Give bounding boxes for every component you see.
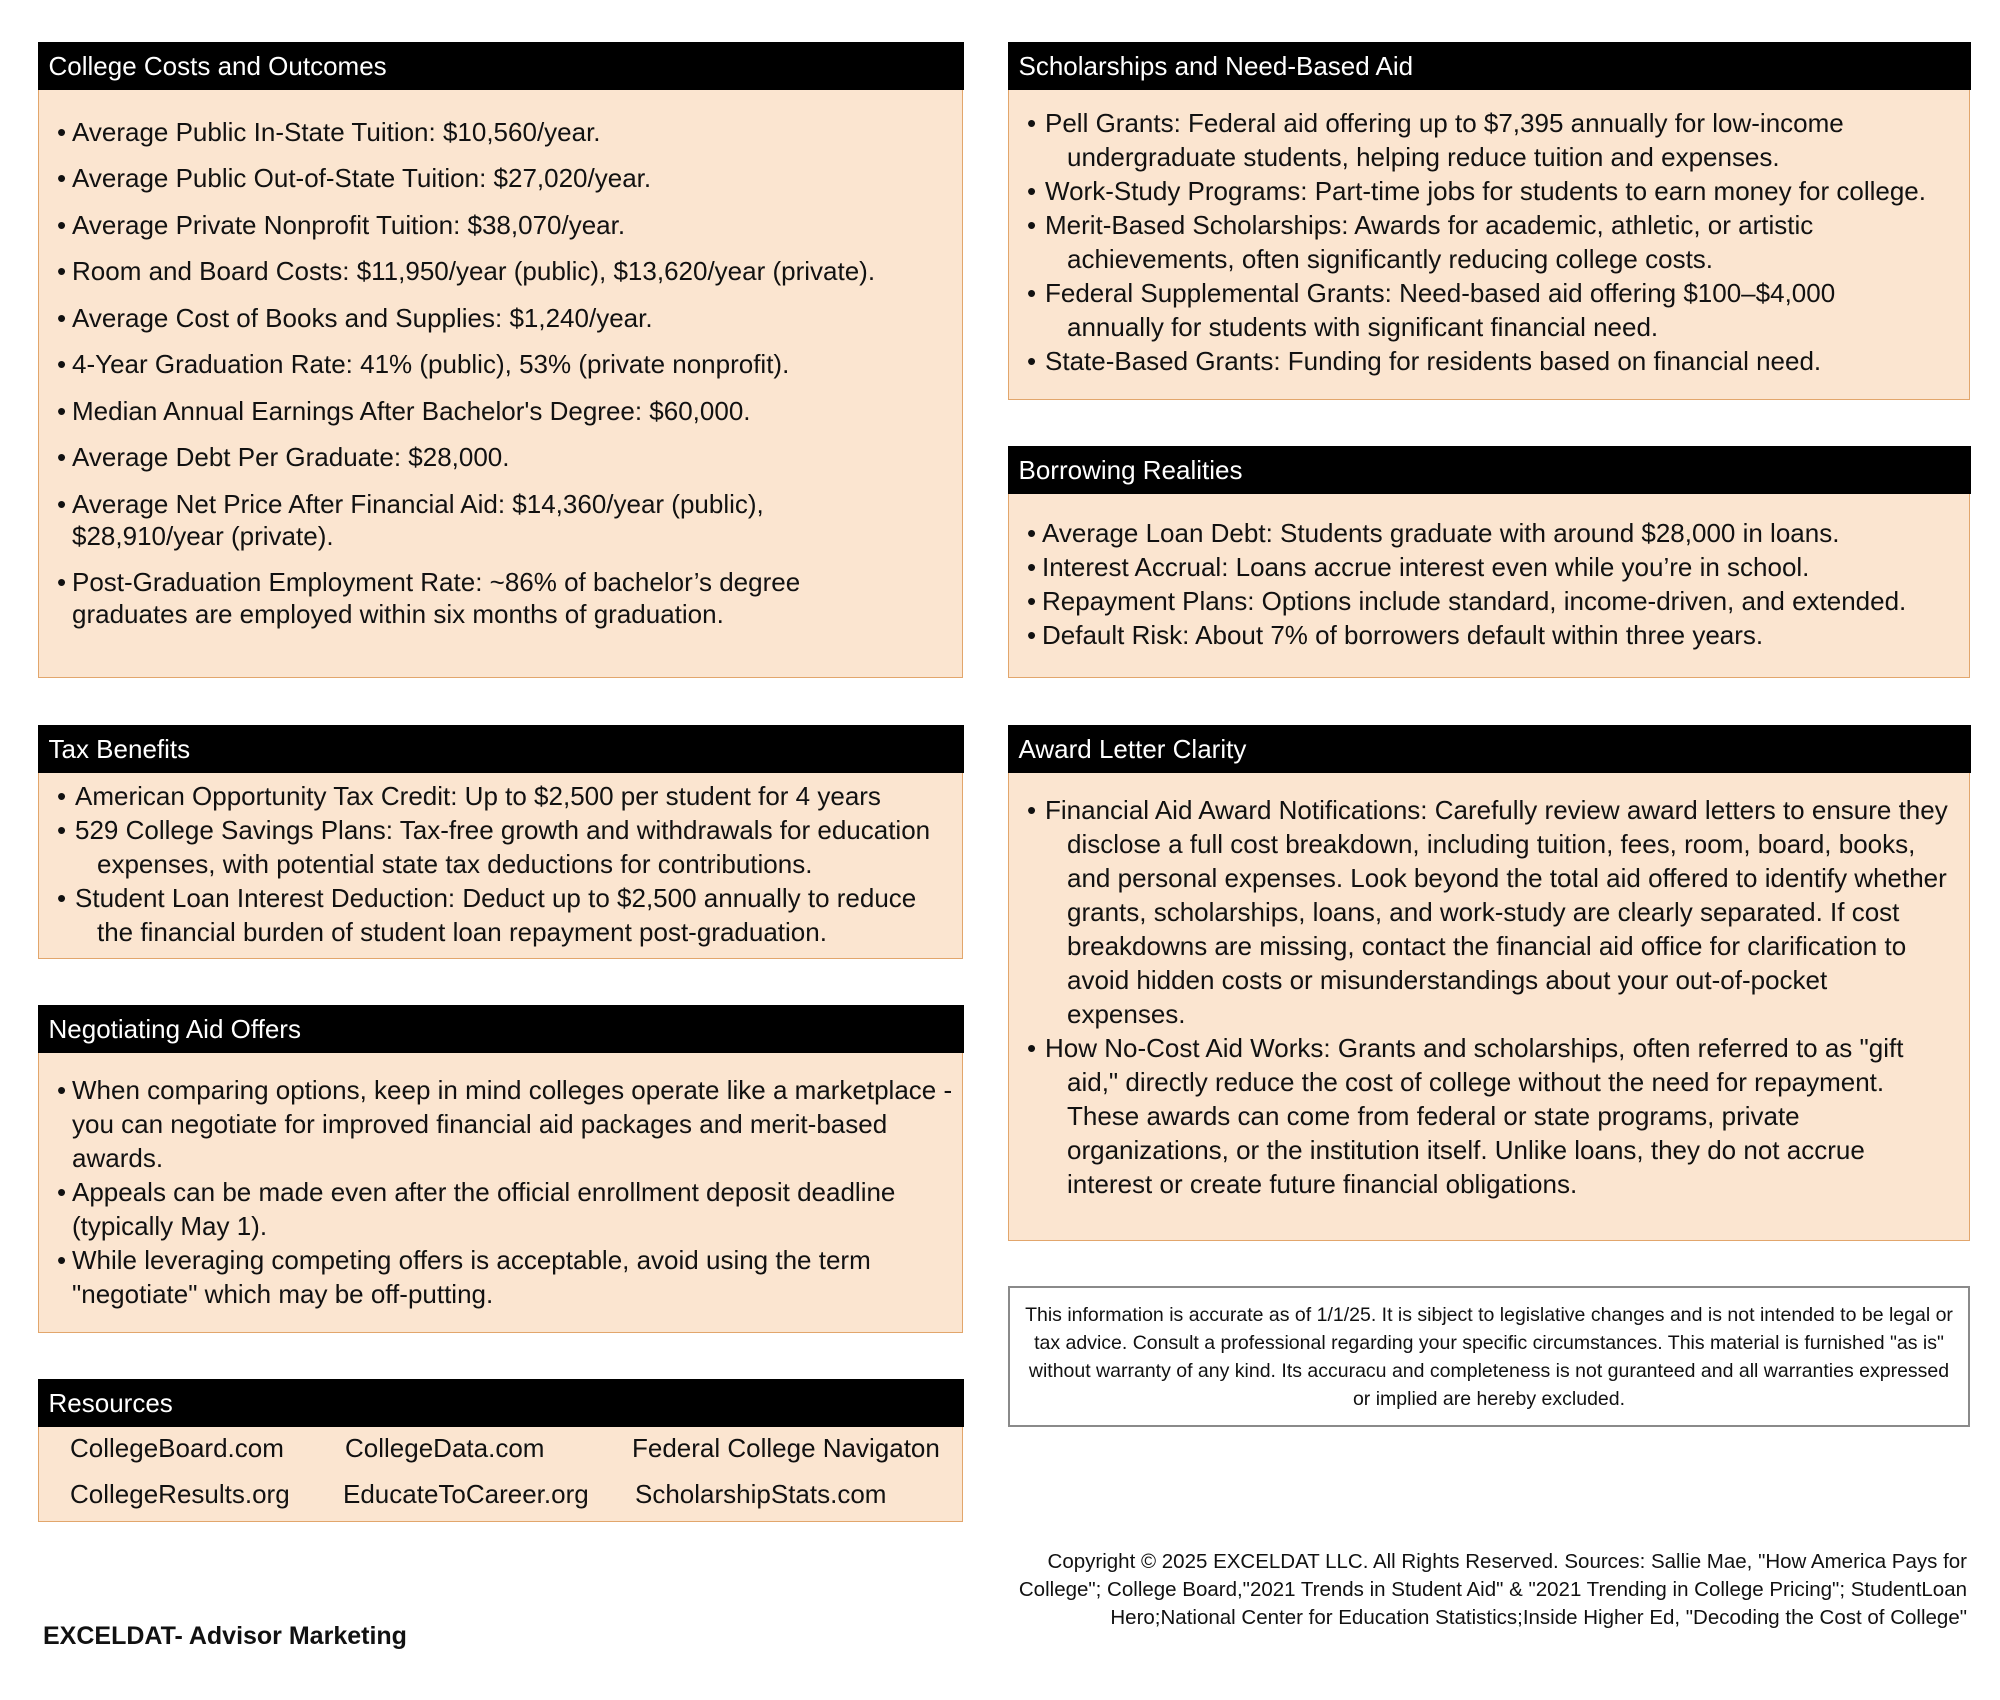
award-letter-title: Award Letter Clarity: [1008, 725, 1971, 773]
negotiating-aid-list: [39, 1073, 962, 1311]
resources-panel: [38, 1379, 963, 1522]
tax-benefits-list: [39, 779, 962, 949]
list-item: • Average Cost of Books and Supplies: $1,240/year.: [39, 302, 962, 334]
resource-link[interactable]: CollegeResults.org: [70, 1478, 290, 1509]
list-item: • Average Loan Debt: Students graduate with around $28,000 in loans.: [1009, 516, 1969, 550]
disclaimer-box: This information is accurate as of 1/1/25. It is sibject to legislative changes and is not intended to be legal or tax advice. Consult a professional regarding your specific circumstances. This material is furnished "as is" without warranty of any kind. Its accuracu and completeness is not guranteed and all warranties expressed or implied are hereby excluded.: [1008, 1286, 1970, 1427]
college-costs-panel: [38, 42, 963, 678]
award-letter-list: [1009, 793, 1969, 1201]
negotiating-aid-panel: [38, 1005, 963, 1333]
copyright-sources: Copyright © 2025 EXCELDAT LLC. All Rights Reserved. Sources: Sallie Mae, "How America Pays for College"; College Board,"2021 Trends in Student Aid" & "2021 Trending in College Pricing"; StudentLoan Hero;National Center for Education Statistics;Inside Higher Ed, "Decoding the Cost of College": [1018, 1550, 1967, 1629]
borrowing-list: [1009, 516, 1969, 652]
resource-link[interactable]: EducateToCareer.org: [343, 1478, 589, 1509]
resource-link[interactable]: ScholarshipStats.com: [635, 1478, 887, 1509]
list-item: • Financial Aid Award Notifications: Carefully review award letters to ensure they disclose a full cost breakdown, including tuition, fees, room, board, books, and personal expenses. Look beyond the total aid offered to identify whether grants, scholarships, loans, and work-study are clearly separated. If cost breakdowns are missing, contact the financial aid office for clarification to avoid hidden costs or misunderstandings about your out-of-pocket expenses.: [1009, 793, 1969, 1031]
list-item: • Federal Supplemental Grants: Need-based aid offering $100–$4,000 annually for students with significant financial need.: [1009, 276, 1969, 344]
tax-benefits-panel: [38, 725, 963, 959]
list-item: • American Opportunity Tax Credit: Up to $2,500 per student for 4 years: [39, 779, 962, 813]
scholarships-panel: [1008, 42, 1970, 400]
list-item: • While leveraging competing offers is acceptable, avoid using the term "negotiate" which may be off-putting.: [39, 1243, 962, 1311]
list-item: • Work-Study Programs: Part-time jobs for students to earn money for college.: [1009, 174, 1969, 208]
list-item: • Average Debt Per Graduate: $28,000.: [39, 441, 962, 473]
list-item: • How No-Cost Aid Works: Grants and scholarships, often referred to as "gift aid," directly reduce the cost of college without the need for repayment. These awards can come from federal or state programs, private organizations, or the institution itself. Unlike loans, they do not accrue interest or create future financial obligations.: [1009, 1031, 1969, 1201]
list-item: • Default Risk: About 7% of borrowers default within three years.: [1009, 618, 1969, 652]
college-costs-title: College Costs and Outcomes: [38, 42, 964, 90]
list-item: • Average Net Price After Financial Aid: $14,360/year (public), $28,910/year (private).: [39, 488, 962, 552]
resource-link[interactable]: CollegeData.com: [345, 1432, 545, 1463]
college-costs-list: [39, 116, 962, 631]
award-letter-panel: [1008, 725, 1970, 1241]
list-item: • Average Private Nonprofit Tuition: $38,070/year.: [39, 209, 962, 241]
list-item: • Appeals can be made even after the official enrollment deposit deadline (typically May 1).: [39, 1175, 962, 1243]
negotiating-aid-title: Negotiating Aid Offers: [38, 1005, 964, 1053]
scholarships-list: [1009, 106, 1969, 378]
brand-footer: EXCELDAT- Advisor Marketing: [43, 1622, 407, 1650]
list-item: • Student Loan Interest Deduction: Deduct up to $2,500 annually to reduce the financial burden of student loan repayment post-graduation.: [39, 881, 962, 949]
borrowing-title: Borrowing Realities: [1008, 446, 1971, 494]
resources-title: Resources: [38, 1379, 964, 1427]
resource-link[interactable]: Federal College Navigaton: [632, 1432, 940, 1463]
resource-link[interactable]: CollegeBoard.com: [70, 1432, 284, 1463]
borrowing-panel: [1008, 446, 1970, 678]
list-item: • Average Public In-State Tuition: $10,560/year.: [39, 116, 962, 148]
list-item: • Average Public Out-of-State Tuition: $27,020/year.: [39, 162, 962, 194]
tax-benefits-title: Tax Benefits: [38, 725, 964, 773]
list-item: • 4-Year Graduation Rate: 41% (public), 53% (private nonprofit).: [39, 348, 962, 380]
list-item: • Post-Graduation Employment Rate: ~86% of bachelor’s degree graduates are employed within six months of graduation.: [39, 566, 962, 630]
scholarships-title: Scholarships and Need-Based Aid: [1008, 42, 1971, 90]
list-item: • Repayment Plans: Options include standard, income-driven, and extended.: [1009, 584, 1969, 618]
list-item: • 529 College Savings Plans: Tax-free growth and withdrawals for education expenses, with potential state tax deductions for contributions.: [39, 813, 962, 881]
list-item: • State-Based Grants: Funding for residents based on financial need.: [1009, 344, 1969, 378]
list-item: • Interest Accrual: Loans accrue interest even while you’re in school.: [1009, 550, 1969, 584]
resources-grid: [39, 1427, 962, 1517]
list-item: • Room and Board Costs: $11,950/year (public), $13,620/year (private).: [39, 255, 962, 287]
list-item: • Median Annual Earnings After Bachelor's Degree: $60,000.: [39, 395, 962, 427]
list-item: • Pell Grants: Federal aid offering up to $7,395 annually for low-income undergraduate students, helping reduce tuition and expenses.: [1009, 106, 1969, 174]
list-item: • Merit-Based Scholarships: Awards for academic, athletic, or artistic achievements, often significantly reducing college costs.: [1009, 208, 1969, 276]
list-item: • When comparing options, keep in mind colleges operate like a marketplace - you can negotiate for improved financial aid packages and merit-based awards.: [39, 1073, 962, 1175]
